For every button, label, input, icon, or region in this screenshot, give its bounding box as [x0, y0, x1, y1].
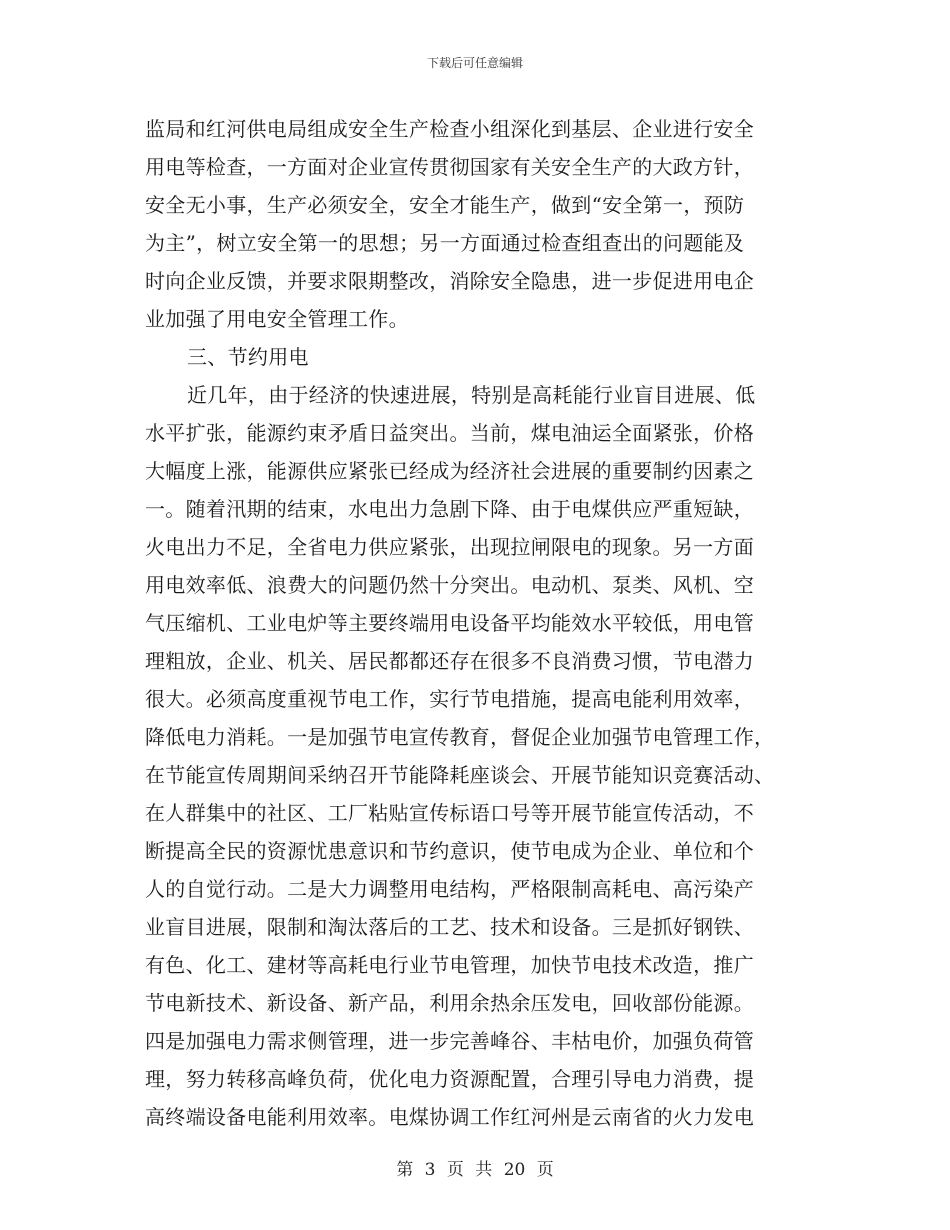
- text-line: 业加强了用电安全管理工作。: [145, 307, 409, 331]
- text-line: 用电等检查，一方面对企业宣传贯彻国家有关安全生产的大政方针，: [145, 155, 754, 179]
- text-line: 断提高全民的资源忧患意识和节约意识，使节电成为企业、单位和个: [145, 839, 754, 863]
- text-line: 理粗放，企业、机关、居民都都还存在很多不良消费习惯，节电潜力: [145, 649, 754, 673]
- text-line: 高终端设备电能利用效率。电煤协调工作红河州是云南省的火力发电: [145, 1105, 754, 1129]
- text-line: 节电新技术、新设备、新产品，利用余热余压发电，回收部份能源。: [145, 991, 754, 1015]
- text-line: 火电出力不足，全省电力供应紧张，出现拉闸限电的现象。另一方面: [145, 535, 754, 559]
- text-line: 水平扩张，能源约束矛盾日益突出。当前，煤电油运全面紧张，价格: [145, 421, 754, 445]
- page-header: 下载后可任意编辑: [426, 56, 523, 70]
- body-text: [145, 110, 810, 1136]
- text-line: 大幅度上涨，能源供应紧张已经成为经济社会进展的重要制约因素之: [145, 459, 754, 483]
- text-line: 有色、化工、建材等高耗电行业节电管理，加快节电技术改造，推广: [145, 953, 754, 977]
- text-line: 为主”，树立安全第一的思想；另一方面通过检查组查出的问题能及: [145, 231, 745, 255]
- text-line: 理，努力转移高峰负荷，优化电力资源配置，合理引导电力消费，提: [145, 1067, 754, 1091]
- text-line: 时向企业反馈，并要求限期整改，消除安全隐患，进一步促进用电企: [145, 269, 754, 293]
- text-line: 业盲目进展，限制和淘汰落后的工艺、技术和设备。三是抓好钢铁、: [145, 915, 754, 939]
- page-number: 第 3 页 共 20 页: [396, 1160, 554, 1180]
- text-line: 近几年，由于经济的快速进展，特别是高耗能行业盲目进展、低: [187, 383, 756, 407]
- text-line: 四是加强电力需求侧管理，进一步完善峰谷、丰枯电价，加强负荷管: [145, 1029, 754, 1053]
- text-line: 很大。必须高度重视节电工作，实行节电措施，提高电能利用效率，: [145, 687, 754, 711]
- text-line: 在节能宣传周期间采纳召开节能降耗座谈会、开展节能知识竞赛活动、: [145, 763, 775, 787]
- text-line: 气压缩机、工业电炉等主要终端用电设备平均能效水平较低，用电管: [145, 611, 754, 635]
- text-line: 降低电力消耗。一是加强节电宣传教育，督促企业加强节电管理工作，: [145, 725, 775, 749]
- text-line: 安全无小事，生产必须安全，安全才能生产，做到“安全第一，预防: [145, 193, 745, 217]
- text-line: 监局和红河供电局组成安全生产检查小组深化到基层、企业进行安全: [145, 117, 754, 141]
- text-line: 用电效率低、浪费大的问题仍然十分突出。电动机、泵类、风机、空: [145, 573, 754, 597]
- section-heading: 三、节约用电: [187, 345, 309, 369]
- text-line: 人的自觉行动。二是大力调整用电结构，严格限制高耗电、高污染产: [145, 877, 754, 901]
- text-line: 在人群集中的社区、工厂粘贴宣传标语口号等开展节能宣传活动，不: [145, 801, 754, 825]
- text-line: 一。随着汛期的结束，水电出力急剧下降、由于电煤供应严重短缺，: [145, 497, 754, 521]
